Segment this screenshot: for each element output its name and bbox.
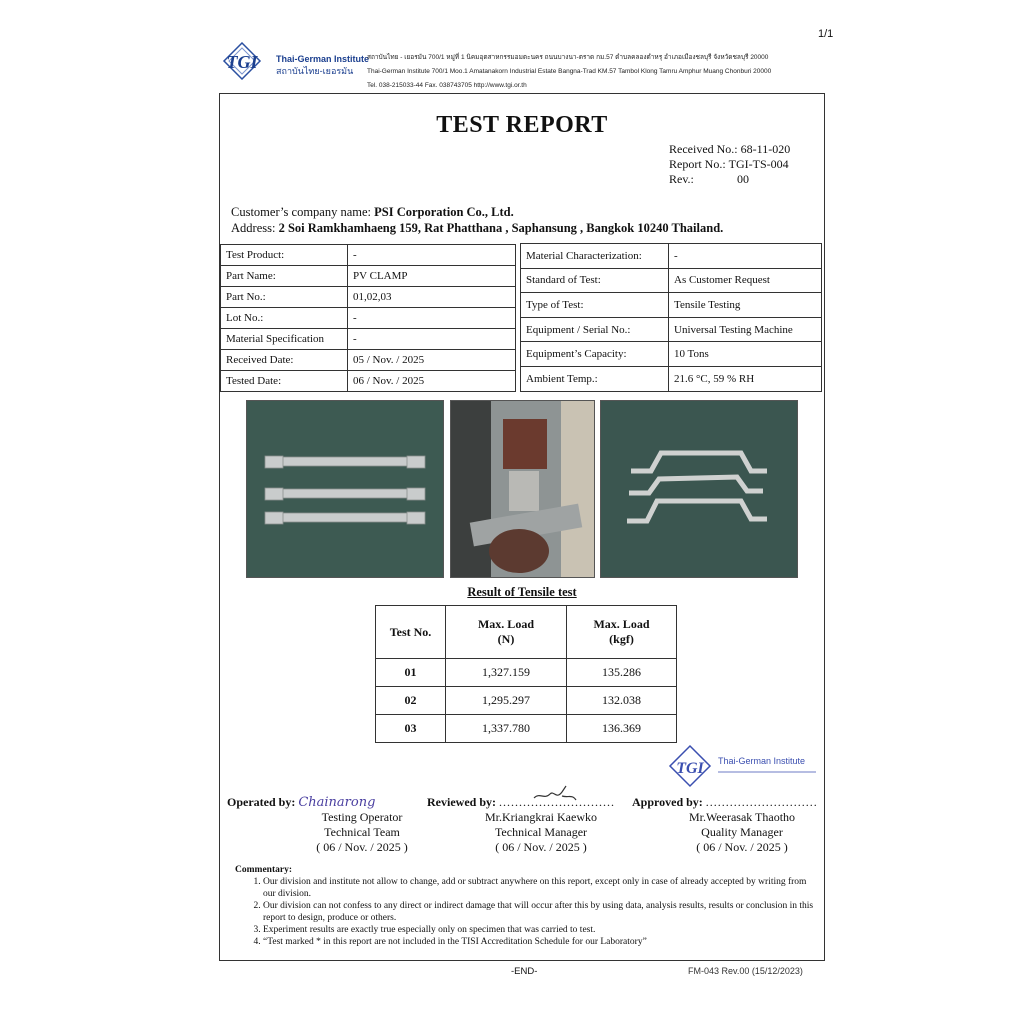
received-no-label: Received No.: — [669, 142, 738, 156]
info-label: Equipment / Serial No.: — [521, 317, 669, 342]
info-value: 05 / Nov. / 2025 — [348, 350, 516, 371]
info-label: Received Date: — [221, 350, 348, 371]
info-row — [221, 245, 516, 266]
info-label: Lot No.: — [221, 308, 348, 329]
info-value: 10 Tons — [669, 342, 822, 367]
info-row — [221, 350, 516, 371]
info-row — [221, 287, 516, 308]
operated-details — [310, 810, 414, 855]
info-value: 06 / Nov. / 2025 — [348, 371, 516, 392]
header-max-load-n — [446, 606, 567, 659]
address-th: สถาบันไทย - เยอรมัน 700/1 หมู่ที่ 1 นิคมอุตสาหกรรมอมตะนคร ถนนบางนา-ตราด กม.57 ตำบลคลองตำหรุ อำเภอเมืองชลบุรี จังหวัดชลบุรี 20000 — [367, 54, 769, 61]
operated-role-1: Testing Operator — [321, 810, 403, 824]
institute-stamp — [666, 744, 826, 790]
form-code: FM-043 Rev.00 (15/12/2023) — [688, 966, 803, 976]
header-address — [367, 51, 771, 93]
info-value: - — [348, 245, 516, 266]
info-value: As Customer Request — [669, 268, 822, 293]
info-label: Part Name: — [221, 266, 348, 287]
info-label: Type of Test: — [521, 293, 669, 318]
info-label: Standard of Test: — [521, 268, 669, 293]
max-load-kgf-cell: 132.038 — [567, 687, 677, 715]
max-load-kgf-cell: 135.286 — [567, 659, 677, 687]
photo-testing-machine — [450, 400, 595, 578]
info-table-right — [520, 243, 822, 392]
test-no-cell: 03 — [376, 715, 446, 743]
info-row — [221, 266, 516, 287]
approved-date: ( 06 / Nov. / 2025 ) — [696, 840, 788, 854]
reviewed-role: Technical Manager — [494, 825, 588, 839]
info-table-left — [220, 244, 516, 392]
test-no-cell: 01 — [376, 659, 446, 687]
approved-details — [672, 810, 812, 855]
approved-label: Approved by: — [632, 795, 703, 809]
commentary-item: 4. “Test marked * in this report are not included in the TISI Accreditation Schedule for our Laboratory” — [263, 936, 815, 948]
reviewed-name: Mr.Kriangkrai Kaewko — [485, 810, 597, 824]
report-meta — [669, 142, 790, 187]
reviewed-label: Reviewed by: — [427, 795, 496, 809]
commentary-item: 2. Our division can not confess to any direct or indirect damage that will occur after this by using data, analysis results, results or conclusion in this report to design, produce or others. — [263, 900, 815, 924]
info-value: - — [669, 244, 822, 269]
customer-address: 2 Soi Ramkhamhaeng 159, Rat Phatthana , Saphansung , Bangkok 10240 Thailand. — [278, 221, 724, 235]
info-label: Tested Date: — [221, 371, 348, 392]
institute-name — [276, 53, 369, 77]
approved-by: Approved by: ............................ — [632, 795, 818, 809]
info-label: Ambient Temp.: — [521, 366, 669, 391]
info-label: Test Product: — [221, 245, 348, 266]
tgi-logo — [214, 42, 270, 80]
header-test-no: Test No. — [376, 606, 446, 659]
info-label: Material Specification — [221, 329, 348, 350]
reviewer-signature — [530, 782, 580, 804]
customer-block — [231, 204, 723, 236]
operated-signature: Chainarong — [298, 795, 376, 810]
reviewed-by: Reviewed by: ............................. — [427, 795, 615, 809]
customer-address-label: Address: — [231, 221, 276, 235]
info-label: Material Characterization: — [521, 244, 669, 269]
result-row — [376, 659, 677, 687]
end-marker: -END- — [511, 966, 538, 977]
address-en: Thai-German Institute 700/1 Moo.1 Amatanakorn Industrial Estate Bangna-Trad KM.57 Tambol Klong Tamru Amphur Muang Chonburi 20000 — [367, 68, 772, 75]
operated-date: ( 06 / Nov. / 2025 ) — [316, 840, 408, 854]
info-row — [221, 371, 516, 392]
commentary — [235, 864, 815, 948]
info-value: Tensile Testing — [669, 293, 822, 318]
test-no-cell: 02 — [376, 687, 446, 715]
commentary-item: 1. Our division and institute not allow to change, add or subtract anywhere on this report, except only in case of already accepted by writing from our division. — [263, 876, 815, 900]
commentary-list — [235, 876, 815, 948]
operated-by — [227, 795, 375, 810]
approved-role: Quality Manager — [701, 825, 783, 839]
header-unit-kgf: (kgf) — [609, 632, 634, 646]
info-value: 01,02,03 — [348, 287, 516, 308]
info-row — [521, 244, 822, 269]
info-label: Part No.: — [221, 287, 348, 308]
received-no: 68-11-020 — [740, 142, 791, 156]
max-load-kgf-cell: 136.369 — [567, 715, 677, 743]
institute-name-th: สถาบันไทย-เยอรมัน — [276, 66, 354, 76]
info-row — [521, 268, 822, 293]
commentary-item: 3. Experiment results are exactly true especially only on specimen that was carried to test. — [263, 924, 815, 936]
stamp-text: Thai-German Institute — [718, 756, 806, 766]
report-title: TEST REPORT — [436, 112, 608, 138]
customer-name: PSI Corporation Co., Ltd. — [374, 205, 514, 219]
max-load-n-cell: 1,295.297 — [446, 687, 567, 715]
max-load-n-cell: 1,337.780 — [446, 715, 567, 743]
info-value: Universal Testing Machine — [669, 317, 822, 342]
result-table — [375, 605, 677, 743]
institute-name-en: Thai-German Institute — [276, 54, 370, 64]
info-label: Equipment’s Capacity: — [521, 342, 669, 367]
photo-specimens-after — [600, 400, 798, 578]
result-row — [376, 687, 677, 715]
header-max-load-kgf — [567, 606, 677, 659]
header-max-load-n-label: Max. Load — [477, 617, 534, 631]
report-no: TGI-TS-004 — [728, 157, 789, 171]
reviewed-date: ( 06 / Nov. / 2025 ) — [495, 840, 587, 854]
info-value: PV CLAMP — [348, 266, 516, 287]
info-row — [521, 366, 822, 391]
info-row — [521, 342, 822, 367]
svg-text:TGI: TGI — [226, 52, 258, 72]
contact-line: Tel. 038-215033-44 Fax. 038743705 http://www.tgi.or.th — [367, 82, 527, 89]
header-unit-n: (N) — [497, 632, 515, 646]
info-value: - — [348, 329, 516, 350]
info-value: - — [348, 308, 516, 329]
header-max-load-kgf-label: Max. Load — [593, 617, 650, 631]
photo-specimens-before — [246, 400, 444, 578]
info-row — [521, 293, 822, 318]
page-number: 1/1 — [818, 28, 834, 40]
info-row — [521, 317, 822, 342]
info-row — [221, 308, 516, 329]
result-title: Result of Tensile test — [467, 585, 577, 599]
max-load-n-cell: 1,327.159 — [446, 659, 567, 687]
reviewed-details — [470, 810, 612, 855]
info-row — [221, 329, 516, 350]
result-row — [376, 715, 677, 743]
customer-name-label: Customer’s company name: — [231, 205, 372, 219]
operated-label: Operated by: — [227, 795, 296, 809]
svg-text:TGI: TGI — [676, 760, 704, 777]
info-value: 21.6 °C, 59 % RH — [669, 366, 822, 391]
operated-role-2: Technical Team — [324, 825, 400, 839]
approved-name: Mr.Weerasak Thaotho — [688, 810, 796, 824]
commentary-label: Commentary: — [235, 865, 292, 875]
rev-label: Rev.: — [669, 172, 694, 186]
rev-value: 00 — [737, 172, 749, 186]
report-no-label: Report No.: — [669, 157, 726, 171]
